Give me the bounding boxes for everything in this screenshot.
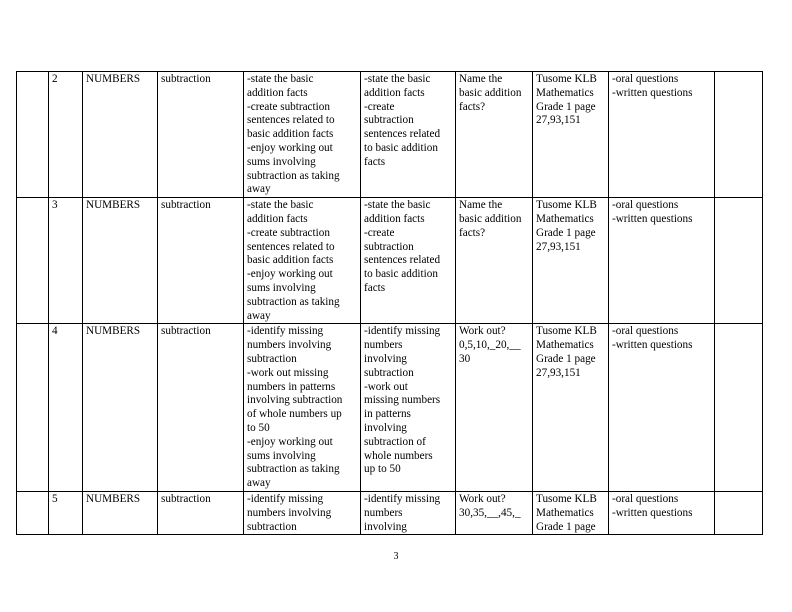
cell-line: subtraction as taking [247,169,340,182]
cell-line: involving [364,352,407,365]
lesson-cell [17,491,49,534]
resources-cell [533,324,609,492]
cell-line: subtraction [364,366,414,379]
cell-line: facts? [459,100,486,113]
cell-line: subtraction [247,352,297,365]
learning-outcomes-cell [244,491,361,534]
cell-line: of whole numbers up [247,408,342,421]
cell-line: sentences related to [247,114,335,127]
cell-line: numbers involving [247,339,332,352]
assessment-cell [609,198,715,324]
strand-cell: NUMBERS [83,72,158,198]
table-row [17,491,763,534]
cell-line: 30 [459,352,471,365]
week-cell: 3 [49,198,83,324]
cell-line: Work out? [459,492,506,505]
cell-line: to basic addition [364,141,438,154]
cell-line: away [247,183,271,196]
week-cell: 2 [49,72,83,198]
cell-line: subtraction of [364,435,426,448]
cell-line: Tusome KLB [536,492,597,505]
cell-line: addition facts [364,212,425,225]
sub-strand-cell: subtraction [158,198,244,324]
cell-line: -oral questions [612,73,679,85]
sub-strand-cell: subtraction [158,72,244,198]
table-body [17,72,763,535]
cell-line: Grade 1 page [536,520,596,533]
table-row [17,198,763,324]
cell-line: sums involving [247,155,316,168]
cell-line: to 50 [247,421,270,434]
cell-line: subtraction [364,114,414,127]
cell-line: facts [364,155,386,168]
learning-activities-cell [361,491,456,534]
lesson-cell [17,72,49,198]
cell-line: numbers involving [247,506,332,519]
cell-line: facts [364,281,386,294]
resources-cell [533,198,609,324]
cell-line: -create subtraction [247,100,330,113]
strand-cell: NUMBERS [83,324,158,492]
learning-activities-cell [361,324,456,492]
cell-line: -enjoy working out [247,435,333,448]
cell-line: subtraction as taking [247,295,340,308]
cell-line: basic addition [459,212,522,225]
cell-line: -state the basic [364,199,431,212]
cell-line: -written questions [612,212,693,225]
cell-line: 30,35,__,45,_ [459,506,521,519]
cell-line: -identify missing [364,492,441,505]
cell-line: away [247,477,271,490]
cell-line: Name the [459,199,503,212]
cell-line: facts? [459,226,486,239]
cell-line: sentences related [364,254,441,267]
cell-line: missing numbers [364,394,441,407]
cell-line: in patterns [364,408,411,421]
cell-line: -state the basic [364,73,431,85]
cell-line: Grade 1 page [536,352,596,365]
cell-line: sentences related to [247,240,335,253]
assessment-cell [609,72,715,198]
cell-line: subtraction [364,240,414,253]
cell-line: Name the [459,73,503,85]
week-cell: 5 [49,491,83,534]
cell-line: Tusome KLB [536,199,597,212]
cell-line: Grade 1 page [536,100,596,113]
week-cell: 4 [49,324,83,492]
resources-cell [533,491,609,534]
cell-line: -written questions [612,339,693,352]
cell-line: -enjoy working out [247,268,333,281]
cell-line: basic addition facts [247,128,334,141]
cell-line: Mathematics [536,212,594,225]
remarks-cell [715,324,763,492]
cell-line: -state the basic [247,199,314,212]
cell-line: -create subtraction [247,226,330,239]
cell-line: 27,93,151 [536,240,581,253]
scheme-of-work-table [16,71,763,535]
cell-line: away [247,309,271,322]
cell-line: -oral questions [612,199,679,212]
cell-line: numbers in patterns [247,380,336,393]
inquiry-question-cell [456,198,533,324]
resources-cell [533,72,609,198]
table-row [17,72,763,198]
cell-line: Mathematics [536,339,594,352]
cell-line: -create [364,100,395,113]
learning-outcomes-cell [244,72,361,198]
inquiry-question-cell [456,324,533,492]
remarks-cell [715,72,763,198]
learning-activities-cell [361,198,456,324]
cell-line: -written questions [612,86,693,99]
cell-line: subtraction as taking [247,463,340,476]
cell-line: whole numbers [364,449,433,462]
assessment-cell [609,491,715,534]
cell-line: addition facts [247,86,308,99]
cell-line: -work out [364,380,408,393]
cell-line: -identify missing [364,325,441,338]
cell-line: Mathematics [536,506,594,519]
remarks-cell [715,198,763,324]
cell-line: -oral questions [612,492,679,505]
sub-strand-cell: subtraction [158,324,244,492]
cell-line: sums involving [247,449,316,462]
cell-line: Grade 1 page [536,226,596,239]
inquiry-question-cell [456,491,533,534]
cell-line: sums involving [247,281,316,294]
cell-line: 27,93,151 [536,114,581,127]
page-number: 3 [393,551,399,562]
cell-line: Tusome KLB [536,325,597,338]
cell-line: basic addition facts [247,254,334,267]
cell-line: -identify missing [247,325,324,338]
cell-line: addition facts [247,212,308,225]
cell-line: -identify missing [247,492,324,505]
cell-line: numbers [364,339,403,352]
cell-line: Mathematics [536,86,594,99]
cell-line: numbers [364,506,403,519]
cell-line: -written questions [612,506,693,519]
lesson-cell [17,198,49,324]
table-row [17,324,763,492]
cell-line: -state the basic [247,73,314,85]
cell-line: -create [364,226,395,239]
cell-line: 27,93,151 [536,366,581,379]
cell-line: subtraction [247,520,297,533]
cell-line: involving [364,421,407,434]
cell-line: to basic addition [364,268,438,281]
cell-line: Tusome KLB [536,73,597,85]
strand-cell: NUMBERS [83,198,158,324]
cell-line: Work out? [459,325,506,338]
cell-line: 0,5,10,_20,__ [459,339,521,352]
cell-line: basic addition [459,86,522,99]
learning-outcomes-cell [244,324,361,492]
learning-outcomes-cell [244,198,361,324]
cell-line: up to 50 [364,463,401,476]
cell-line: -enjoy working out [247,141,333,154]
strand-cell: NUMBERS [83,491,158,534]
learning-activities-cell [361,72,456,198]
lesson-cell [17,324,49,492]
assessment-cell [609,324,715,492]
remarks-cell [715,491,763,534]
cell-line: -oral questions [612,325,679,338]
cell-line: involving subtraction [247,394,343,407]
cell-line: -work out missing [247,366,329,379]
cell-line: addition facts [364,86,425,99]
cell-line: involving [364,520,407,533]
cell-line: sentences related [364,128,441,141]
sub-strand-cell: subtraction [158,491,244,534]
inquiry-question-cell [456,72,533,198]
